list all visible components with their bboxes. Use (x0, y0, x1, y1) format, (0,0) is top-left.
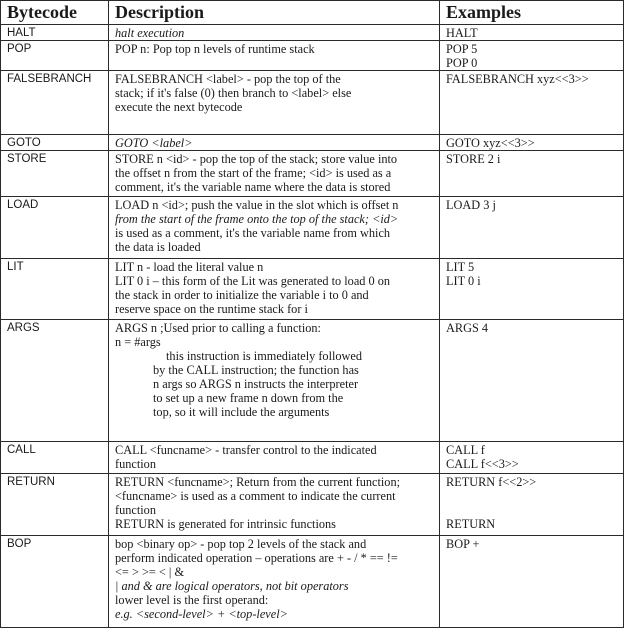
example-line: BOP + (446, 537, 480, 551)
description-line: CALL <funcname> - transfer control to the indicated (115, 443, 377, 457)
description-line: e.g. <second-level> + <top-level> (115, 607, 288, 621)
description-cell (109, 135, 440, 151)
example-cell (440, 259, 624, 320)
example-line: HALT (446, 26, 478, 40)
opcode-cell: HALT (1, 25, 109, 41)
description-line: to set up a new frame n down from the (153, 391, 344, 405)
example-line: GOTO xyz<<3>> (446, 136, 535, 150)
description-line: STORE n <id> - pop the top of the stack; store value into (115, 152, 398, 166)
description-line: the offset n from the start of the frame; <id> is used as a (115, 166, 392, 180)
example-line: LIT 0 i (446, 274, 481, 288)
example-cell (440, 536, 624, 628)
description-line: n args so ARGS n instructs the interpreter (153, 377, 359, 391)
description-line: FALSEBRANCH <label> - pop the top of the (115, 72, 341, 86)
table-row-store (1, 151, 624, 197)
description-line: | and & are logical operators, not bit operators (115, 579, 349, 593)
description-line: the stack in order to initialize the variable i to 0 and (115, 288, 369, 302)
example-cell (440, 197, 624, 259)
description-line: stack; if it's false (0) then branch to <label> else (115, 86, 352, 100)
table-row-args (1, 320, 624, 442)
description-line: perform indicated operation – operations are + - / * == != (115, 551, 398, 565)
description-cell (109, 474, 440, 536)
opcode-cell: BOP (1, 536, 109, 628)
opcode-cell: LIT (1, 259, 109, 320)
description-cell (109, 536, 440, 628)
opcode-cell: POP (1, 41, 109, 71)
opcode-cell: GOTO (1, 135, 109, 151)
table-row-falsebranch (1, 71, 624, 135)
description-line: from the start of the frame onto the top of the stack; <id> (115, 212, 399, 226)
table-row-pop (1, 41, 624, 71)
table-row-bop (1, 536, 624, 628)
table-row-call (1, 442, 624, 474)
header-bytecode: Bytecode (1, 1, 109, 25)
example-cell (440, 474, 624, 536)
opcode-cell: STORE (1, 151, 109, 197)
description-line: top, so it will include the arguments (153, 405, 330, 419)
description-line: POP n: Pop top n levels of runtime stack (115, 42, 315, 56)
example-cell (440, 151, 624, 197)
opcode-cell: ARGS (1, 320, 109, 442)
example-line: LOAD 3 j (446, 198, 496, 212)
header-description: Description (109, 1, 440, 25)
opcode-cell: CALL (1, 442, 109, 474)
description-cell (109, 151, 440, 197)
description-line: LIT n - load the literal value n (115, 260, 264, 274)
description-cell (109, 71, 440, 135)
header-row (1, 1, 624, 25)
description-line: function (115, 503, 156, 517)
opcode-cell: FALSEBRANCH (1, 71, 109, 135)
description-line: reserve space on the runtime stack for i (115, 302, 308, 316)
description-line: this instruction is immediately followed (166, 349, 363, 363)
example-line: RETURN (446, 517, 496, 531)
description-line: LOAD n <id>; push the value in the slot which is offset n (115, 198, 399, 212)
table-row-return (1, 474, 624, 536)
description-line: lower level is the first operand: (115, 593, 269, 607)
description-line: GOTO <label> (115, 136, 193, 150)
table-row-lit (1, 259, 624, 320)
description-line: bop <binary op> - pop top 2 levels of the stack and (115, 537, 367, 551)
opcode-cell: LOAD (1, 197, 109, 259)
example-line: CALL f (446, 443, 485, 457)
example-line: RETURN f<<2>> (446, 475, 537, 489)
description-line: execute the next bytecode (115, 100, 243, 114)
example-cell (440, 442, 624, 474)
description-cell (109, 259, 440, 320)
example-cell (440, 71, 624, 135)
description-line: RETURN <funcname>; Return from the current function; (115, 475, 401, 489)
example-line: POP 0 (446, 56, 478, 70)
example-cell (440, 25, 624, 41)
example-line: STORE 2 i (446, 152, 501, 166)
example-cell (440, 320, 624, 442)
description-line: is used as a comment, it's the variable name from which (115, 226, 391, 240)
description-cell (109, 197, 440, 259)
description-line: RETURN is generated for intrinsic functions (115, 517, 336, 531)
example-cell (440, 135, 624, 151)
description-cell (109, 320, 440, 442)
description-line: function (115, 457, 156, 471)
description-line: n = #args (115, 335, 161, 349)
header-examples: Examples (440, 1, 624, 25)
table-row-goto (1, 135, 624, 151)
example-line: CALL f<<3>> (446, 457, 519, 471)
description-line: ARGS n ;Used prior to calling a function: (115, 321, 321, 335)
table-row-load (1, 197, 624, 259)
example-line: FALSEBRANCH xyz<<3>> (446, 72, 589, 86)
table-row-halt (1, 25, 624, 41)
example-cell (440, 41, 624, 71)
description-line: by the CALL instruction; the function has (153, 363, 359, 377)
description-cell (109, 41, 440, 71)
example-line: ARGS 4 (446, 321, 489, 335)
description-line: comment, it's the variable name where the data is stored (115, 180, 391, 194)
description-line: <= > >= < | & (115, 565, 185, 579)
description-line: <funcname> is used as a comment to indicate the current (115, 489, 396, 503)
description-line: halt execution (115, 26, 185, 40)
example-line: POP 5 (446, 42, 478, 56)
description-cell (109, 25, 440, 41)
example-line: LIT 5 (446, 260, 475, 274)
description-line: the data is loaded (115, 240, 201, 254)
description-line: LIT 0 i – this form of the Lit was generated to load 0 on (115, 274, 391, 288)
description-cell (109, 442, 440, 474)
opcode-cell: RETURN (1, 474, 109, 536)
